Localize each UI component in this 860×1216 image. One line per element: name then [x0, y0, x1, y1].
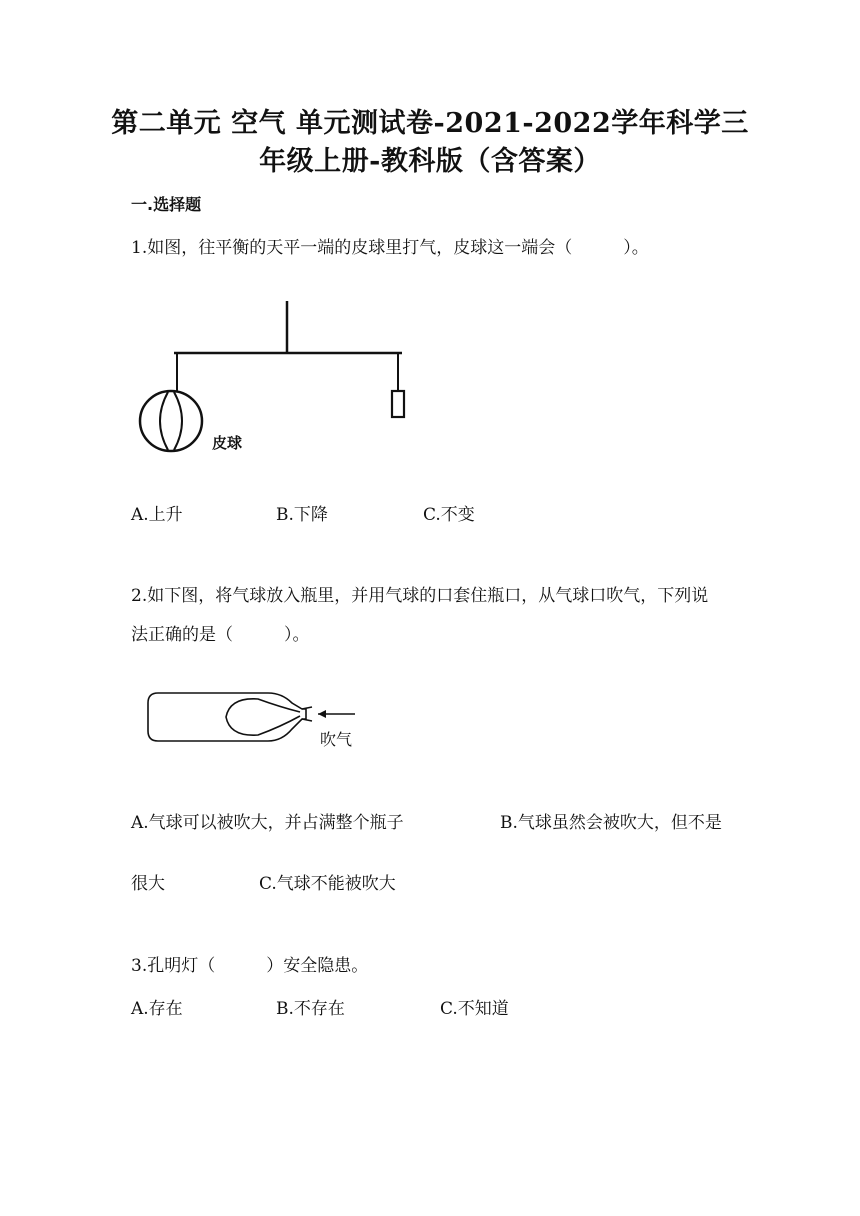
blow-label: 吹气 — [320, 730, 353, 749]
question-2-stem-line-1: 2.如下图，将气球放入瓶里，并用气球的口套住瓶口，从气球口吹气，下列说 — [131, 586, 709, 606]
balloon-bottle-figure — [140, 685, 380, 765]
bottle-outline — [148, 693, 306, 741]
question-3-option-c[interactable]: C.不知道 — [440, 999, 509, 1019]
page-title-line-2: 年级上册-教科版（含答案） — [259, 146, 601, 177]
question-2-option-b-continued[interactable]: 很大 — [131, 874, 165, 894]
question-1-stem: 1.如图，往平衡的天平一端的皮球里打气，皮球这一端会（ ）。 — [131, 238, 649, 258]
balance-scale-figure — [130, 295, 430, 465]
question-2-option-c[interactable]: C.气球不能被吹大 — [259, 874, 396, 894]
balloon-outline — [226, 699, 300, 735]
weight-block — [392, 391, 404, 417]
page-title-line-1: 第二单元 空气 单元测试卷-2021-2022学年科学三 — [111, 108, 749, 139]
question-2-option-b[interactable]: B.气球虽然会被吹大，但不是 — [500, 813, 722, 833]
question-1-option-a[interactable]: A.上升 — [131, 505, 183, 525]
question-3-option-a[interactable]: A.存在 — [131, 999, 183, 1019]
ball-label: 皮球 — [212, 434, 243, 452]
question-1-option-b[interactable]: B.下降 — [276, 505, 328, 525]
question-3-stem: 3.孔明灯（ ）安全隐患。 — [131, 956, 369, 976]
question-3-option-b[interactable]: B.不存在 — [276, 999, 345, 1019]
leather-ball — [140, 391, 202, 451]
question-2-stem-line-2: 法正确的是（ ）。 — [131, 625, 310, 645]
question-1-option-c[interactable]: C.不变 — [423, 505, 475, 525]
section-heading: 一.选择题 — [131, 195, 202, 214]
question-2-option-a[interactable]: A.气球可以被吹大，并占满整个瓶子 — [131, 813, 404, 833]
